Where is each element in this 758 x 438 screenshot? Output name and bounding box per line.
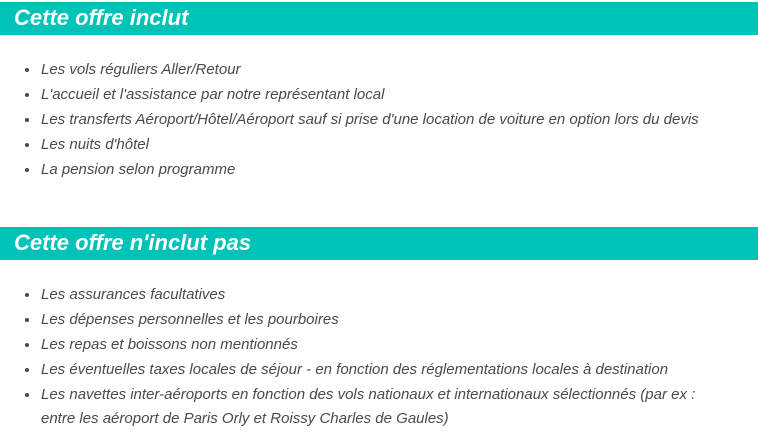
list-item: • La pension selon programme (40, 157, 722, 182)
list-item: • L'accueil et l'assistance par notre représentant local (40, 82, 722, 107)
offer-included-section (0, 2, 758, 182)
list-item: • Les assurances facultatives (40, 282, 722, 307)
list-item: • Les nuits d'hôtel (40, 132, 722, 157)
list-item: • Les repas et boissons non mentionnés (40, 332, 722, 357)
list-item: • Les navettes inter-aéroports en fonction des vols nationaux et internationaux sélectionnés (par ex : entre les aéroport de Paris Orly et Roissy Charles de Gaules) (40, 382, 722, 431)
list-item: • Les dépenses personnelles et les pourboires (40, 307, 722, 332)
list-item: • Les transferts Aéroport/Hôtel/Aéroport sauf si prise d'une location de voiture en option lors du devis (40, 107, 722, 132)
included-items-list (0, 57, 758, 182)
offer-excluded-section (0, 227, 758, 431)
list-item: • Les vols réguliers Aller/Retour (40, 57, 722, 82)
excluded-items-list (0, 282, 758, 431)
included-section-title: Cette offre inclut (14, 5, 189, 30)
excluded-section-title: Cette offre n'inclut pas (14, 230, 252, 255)
included-section-header (0, 2, 758, 35)
list-item: • Les éventuelles taxes locales de séjour - en fonction des réglementations locales à destination (40, 357, 722, 382)
excluded-section-header (0, 227, 758, 260)
